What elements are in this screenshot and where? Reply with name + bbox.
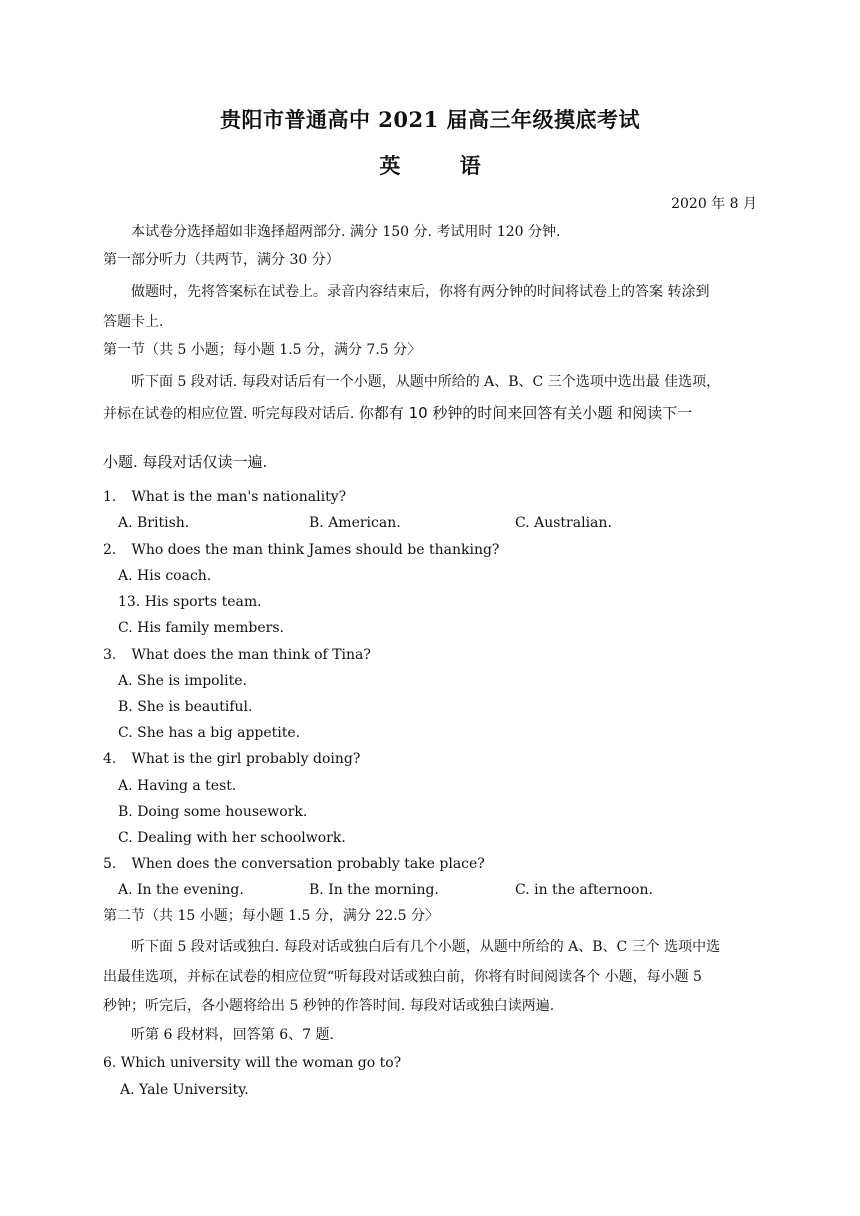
q2-option-a: A. His coach. xyxy=(118,568,212,584)
q4-option-b: B. Doing some housework. xyxy=(118,804,308,820)
q5-option-a: A. In the evening. xyxy=(118,882,244,898)
material-6-instruction: 听第 6 段材料，回答第 6、7 题. xyxy=(131,1027,334,1043)
q4-option-c: C. Dealing with her schoolwork. xyxy=(118,830,346,846)
question-number: 2. xyxy=(103,542,117,558)
question-5 xyxy=(103,854,485,874)
q5-option-c: C. in the afternoon. xyxy=(515,882,653,898)
q1-option-c: C. Australian. xyxy=(515,515,612,531)
section1-instruction-line-3: 小题. 每段对话仅读一遍. xyxy=(103,453,268,471)
exam-subject: 英 语 xyxy=(379,153,507,178)
q3-option-c: C. She has a big appetite. xyxy=(118,725,301,741)
section2-instruction-line-2: 出最佳选项，并标在试卷的相应位贸“听每段对话或独白前，你将有时间阅读各个 小题，每小题 5 xyxy=(103,969,702,985)
q2-option-b: 13. His sports team. xyxy=(118,594,262,610)
question-text: What is the man's nationality? xyxy=(131,489,347,505)
q4-option-a: A. Having a test. xyxy=(118,778,237,794)
exam-title: 贵阳市普通高中 2021 届高三年级摸底考试 xyxy=(219,107,641,132)
q3-option-b: B. She is beautiful. xyxy=(118,699,253,715)
section1-instruction-line-2-a: 并标在试卷的相应位置. 听完每段对话后. xyxy=(103,406,359,422)
question-text: What does the man think of Tina? xyxy=(131,647,371,663)
section2-instruction-line-1: 听下面 5 段对话或独白. 每段对话或独白后有几个小题，从题中所给的 A、B、C 三个 选项中选 xyxy=(131,939,721,955)
part1-heading: 第一部分听力（共两节，满分 30 分） xyxy=(103,252,340,268)
q1-option-b: B. American. xyxy=(309,515,401,531)
section1-instruction-line-2 xyxy=(103,403,757,424)
q3-option-a: A. She is impolite. xyxy=(118,673,247,689)
q1-option-a: A. British. xyxy=(118,515,190,531)
question-number: 5. xyxy=(103,856,117,872)
question-text: Who does the man think James should be thanking? xyxy=(131,542,500,558)
question-1 xyxy=(103,487,346,507)
q6-option-a: A. Yale University. xyxy=(120,1082,249,1098)
question-number: 4. xyxy=(103,751,117,767)
question-2 xyxy=(103,540,499,560)
section1-heading: 第一节（共 5 小题；每小题 1.5 分，满分 7.5 分〉 xyxy=(103,342,422,358)
section1-instruction-line-1: 听下面 5 段对话. 每段对话后有一个小题，从题中所给的 A、B、C 三个选项中选出最 佳选项， xyxy=(131,374,721,390)
q2-option-c: C. His family members. xyxy=(118,620,284,636)
exam-info: 本试卷分选择超如非逸择超两部分. 满分 150 分. 考试用时 120 分钟. xyxy=(131,224,561,240)
part1-instruction-line-2: 答题卡上. xyxy=(103,314,164,330)
section2-instruction-line-3: 秒钟；听完后，各小题将给出 5 秒钟的作答时间. 每段对话或独白读两遍. xyxy=(103,998,555,1014)
question-number: 1. xyxy=(103,489,117,505)
question-text: What is the girl probably doing? xyxy=(131,751,361,767)
question-6: 6. Which university will the woman go to? xyxy=(103,1055,402,1071)
q5-option-b: B. In the morning. xyxy=(309,882,439,898)
question-3 xyxy=(103,645,371,665)
section1-instruction-line-2-b: 你都有 10 秒钟的时间来回答有关小题 和阅读下一 xyxy=(358,404,693,422)
exam-date: 2020 年 8 月 xyxy=(671,196,757,212)
question-text: When does the conversation probably take place? xyxy=(131,856,485,872)
question-number: 3. xyxy=(103,647,117,663)
section2-heading: 第二节（共 15 小题；每小题 1.5 分，满分 22.5 分〉 xyxy=(103,908,439,924)
question-4 xyxy=(103,749,360,769)
part1-instruction-line-1: 做题时，先将答案标在试卷上。录音内容结束后，你将有两分钟的时间将试卷上的答案 转涂到 xyxy=(131,284,710,300)
